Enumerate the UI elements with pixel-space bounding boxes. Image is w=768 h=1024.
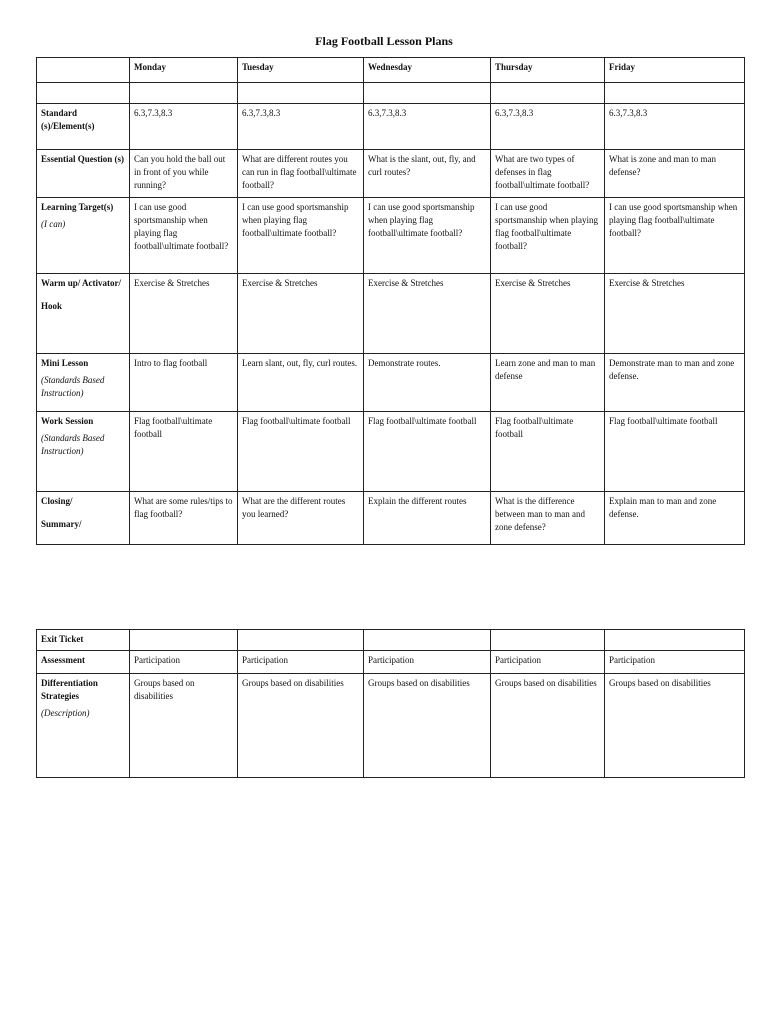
row-label: Closing/ — [41, 496, 73, 506]
day-wednesday: Wednesday — [364, 58, 491, 83]
assessment-table — [36, 629, 745, 778]
table-row — [37, 354, 745, 412]
table-row — [37, 651, 745, 674]
row-header — [37, 674, 130, 778]
table-cell: Exercise & Stretches — [605, 274, 745, 354]
row-label: Mini Lesson — [41, 358, 89, 368]
table-cell: I can use good sportsmanship when playing flag football\ultimate football? — [364, 198, 491, 274]
row-label: Differentiation Strategies — [41, 678, 98, 701]
table-cell: Participation — [605, 651, 745, 674]
table-cell: Groups based on disabilities — [364, 674, 491, 778]
table-row — [37, 674, 745, 778]
table-cell: Explain the different routes — [364, 492, 491, 545]
row-label: Learning Target(s) — [41, 202, 114, 212]
table-cell: Participation — [130, 651, 238, 674]
row-header — [37, 630, 130, 651]
row-header — [37, 492, 130, 545]
row-header — [37, 651, 130, 674]
table-cell: What is the difference between man to man and zone defense? — [491, 492, 605, 545]
day-monday: Monday — [130, 58, 238, 83]
table-cell: Explain man to man and zone defense. — [605, 492, 745, 545]
table-cell: Exercise & Stretches — [364, 274, 491, 354]
table-cell: 6.3,7.3,8.3 — [605, 104, 745, 150]
lesson-plan-table — [36, 57, 745, 545]
table-cell: I can use good sportsmanship when playing flag football\ultimate football? — [130, 198, 238, 274]
table-cell: 6.3,7.3,8.3 — [364, 104, 491, 150]
table-cell: What are some rules/tips to flag football? — [130, 492, 238, 545]
table-cell: What is zone and man to man defense? — [605, 150, 745, 198]
table-cell: Flag football\ultimate football — [491, 412, 605, 492]
day-friday: Friday — [605, 58, 745, 83]
table-cell: 6.3,7.3,8.3 — [491, 104, 605, 150]
table-cell: Can you hold the ball out in front of you while running? — [130, 150, 238, 198]
table-cell: Demonstrate routes. — [364, 354, 491, 412]
row-sublabel: (Standards Based Instruction) — [41, 375, 105, 398]
page-title: Flag Football Lesson Plans — [315, 34, 453, 48]
table-cell — [130, 630, 238, 651]
table-cell: What are different routes you can run in flag football\ultimate football? — [238, 150, 364, 198]
row-sublabel: (Standards Based Instruction) — [41, 433, 105, 456]
table-cell: Exercise & Stretches — [130, 274, 238, 354]
table-row — [37, 274, 745, 354]
table-cell — [605, 630, 745, 651]
table-cell: Participation — [238, 651, 364, 674]
row-header — [37, 354, 130, 412]
table-cell: I can use good sportsmanship when playing flag football\ultimate football? — [605, 198, 745, 274]
table-cell: 6.3,7.3,8.3 — [238, 104, 364, 150]
table-cell: What is the slant, out, fly, and curl routes? — [364, 150, 491, 198]
table-cell: Flag football\ultimate football — [130, 412, 238, 492]
day-tuesday: Tuesday — [238, 58, 364, 83]
row-header — [37, 150, 130, 198]
row-sublabel: (Description) — [41, 708, 90, 718]
table-cell: Learn slant, out, fly, curl routes. — [238, 354, 364, 412]
row-label: Assessment — [41, 655, 85, 665]
table-cell: Groups based on disabilities — [238, 674, 364, 778]
table-cell: Flag football\ultimate football — [364, 412, 491, 492]
row-label-summary: Summary/ — [41, 519, 82, 529]
table-cell: Participation — [491, 651, 605, 674]
table-cell — [364, 630, 491, 651]
table-cell: Groups based on disabilities — [130, 674, 238, 778]
table-cell: Learn zone and man to man defense — [491, 354, 605, 412]
row-header — [37, 198, 130, 274]
table-cell: Flag football\ultimate football — [238, 412, 364, 492]
table-cell: Groups based on disabilities — [605, 674, 745, 778]
table-row — [37, 492, 745, 545]
row-label: Essential Question (s) — [41, 154, 125, 164]
table-row — [37, 630, 745, 651]
table-cell: Demonstrate man to man and zone defense. — [605, 354, 745, 412]
table-cell — [491, 630, 605, 651]
row-header — [37, 412, 130, 492]
row-label: Warm up/ Activator/ — [41, 278, 121, 288]
spacer-row — [37, 83, 745, 104]
table-cell: Exercise & Stretches — [491, 274, 605, 354]
row-sublabel: (I can) — [41, 219, 66, 229]
table-cell: What are two types of defenses in flag football\ultimate football? — [491, 150, 605, 198]
day-thursday: Thursday — [491, 58, 605, 83]
table-cell: Groups based on disabilities — [491, 674, 605, 778]
table-cell: Intro to flag football — [130, 354, 238, 412]
table-cell: What are the different routes you learned? — [238, 492, 364, 545]
corner-cell — [37, 58, 130, 83]
table-cell: Flag football\ultimate football — [605, 412, 745, 492]
table-row — [37, 150, 745, 198]
row-label: Standard (s)/Element(s) — [41, 108, 95, 131]
row-label: Exit Ticket — [41, 634, 84, 644]
day-header-row — [37, 58, 745, 83]
row-header — [37, 104, 130, 150]
row-label: Work Session — [41, 416, 94, 426]
table-row — [37, 104, 745, 150]
table-cell: Participation — [364, 651, 491, 674]
row-header — [37, 274, 130, 354]
table-cell: I can use good sportsmanship when playing flag football\ultimate football? — [491, 198, 605, 274]
table-cell: 6.3,7.3,8.3 — [130, 104, 238, 150]
table-cell: I can use good sportsmanship when playing flag football\ultimate football? — [238, 198, 364, 274]
row-label-hook: Hook — [41, 301, 63, 311]
table-cell: Exercise & Stretches — [238, 274, 364, 354]
table-cell — [238, 630, 364, 651]
table-row — [37, 412, 745, 492]
table-row — [37, 198, 745, 274]
